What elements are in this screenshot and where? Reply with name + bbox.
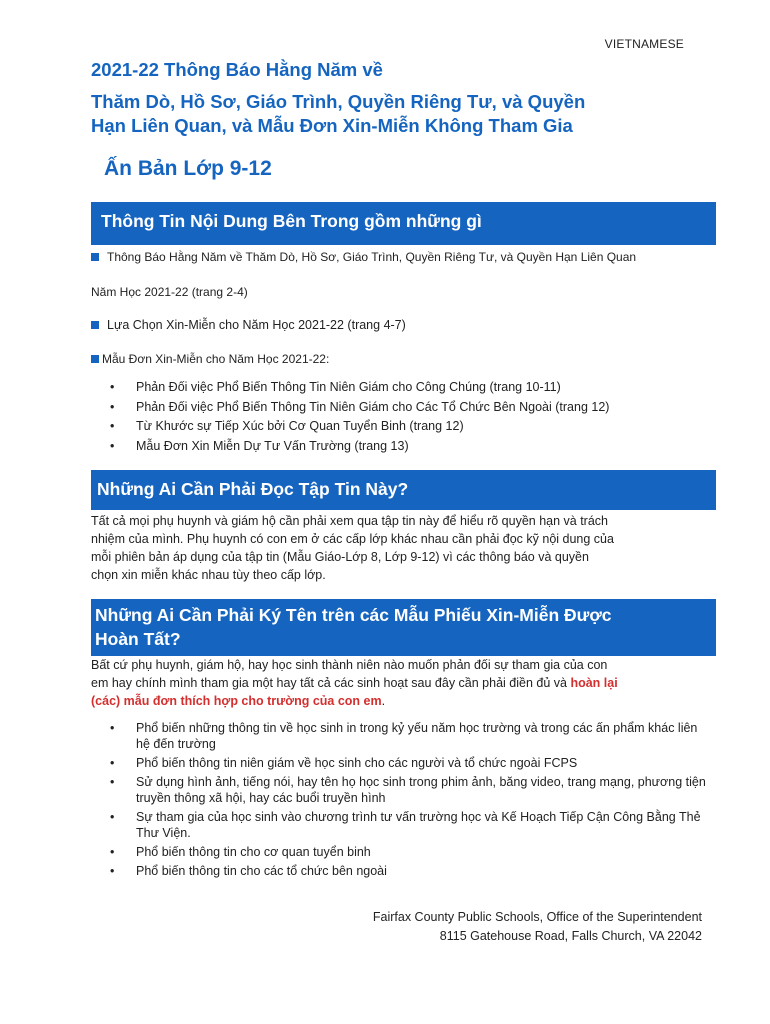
paragraph-text: . — [381, 694, 386, 708]
footer-line-1: Fairfax County Public Schools, Office of the Superintendent — [372, 910, 702, 924]
language-label: VIETNAMESE — [604, 37, 684, 51]
section-heading-who-reads: Những Ai Cần Phải Đọc Tập Tin Này? — [91, 470, 716, 510]
highlight-text: hoàn lại — [570, 676, 618, 690]
list-item: • Phản Đối việc Phổ Biến Thông Tin Niên Giám cho Công Chúng (trang 10-11) — [110, 379, 710, 395]
list-item: • Từ Khước sự Tiếp Xúc bởi Cơ Quan Tuyển Binh (trang 12) — [110, 418, 710, 434]
square-bullet-icon — [91, 355, 99, 363]
list-item: • Phổ biến thông tin niên giám về học sinh cho các người và tổ chức ngoài FCPS — [110, 755, 710, 771]
who-reads-paragraph — [91, 512, 706, 584]
opt-out-activities-list — [110, 720, 710, 882]
contents-item-1 — [91, 250, 716, 264]
list-item: • Sự tham gia của học sinh vào chương trình tư vấn trường học và Kế Hoạch Tiếp Cận Công Bằng Thẻ Thư Viện. — [110, 809, 710, 841]
paragraph-line — [91, 674, 706, 692]
paragraph-line: nhiệm của mình. Phụ huynh có con em ở các cấp lớp khác nhau cần phải đọc kỹ nội dung của — [91, 532, 614, 546]
square-bullet-icon — [91, 321, 99, 329]
list-item: • Phổ biến thông tin cho cơ quan tuyển binh — [110, 844, 710, 860]
heading-line: Những Ai Cần Phải Ký Tên trên các Mẫu Phiếu Xin-Miễn Được — [95, 605, 612, 625]
title-line-3: Hạn Liên Quan, và Mẫu Đơn Xin-Miễn Không Tham Gia — [91, 115, 573, 136]
paragraph-line: Bất cứ phụ huynh, giám hộ, hay học sinh thành niên nào muốn phản đối sự tham gia của con — [91, 658, 608, 672]
paragraph-line: chọn xin miễn khác nhau tùy theo cấp lớp. — [91, 568, 326, 582]
heading-line: Hoàn Tất? — [95, 629, 181, 649]
footer-address — [373, 908, 702, 946]
section-heading-who-signs — [91, 599, 716, 656]
edition-subtitle: Ấn Bản Lớp 9-12 — [104, 157, 272, 180]
paragraph-line: mỗi phiên bản áp dụng của tập tin (Mẫu Giáo-Lớp 8, Lớp 9-12) vì các thông báo và quyền — [91, 550, 589, 564]
square-bullet-icon — [91, 253, 99, 261]
list-item: • Phổ biến thông tin cho các tổ chức bên ngoài — [110, 863, 710, 879]
contents-item-2 — [91, 318, 716, 332]
paragraph-text: em hay chính mình tham gia một hay tất cả các sinh hoạt sau đây cần phải điền đủ và — [91, 676, 571, 690]
contents-item-1-text: Thông Báo Hằng Năm về Thăm Dò, Hồ Sơ, Giáo Trình, Quyền Riêng Tư, và Quyền Hạn Liên Quan — [107, 250, 637, 264]
paragraph-line — [91, 692, 706, 710]
title-line-2: Thăm Dò, Hồ Sơ, Giáo Trình, Quyền Riêng Tư, và Quyền — [91, 91, 586, 112]
document-title — [91, 58, 711, 138]
paragraph-line: Tất cả mọi phụ huynh và giám hộ cần phải xem qua tập tin này để hiểu rõ quyền hạn và trách — [91, 514, 608, 528]
list-item: • Sử dụng hình ảnh, tiếng nói, hay tên họ học sinh trong phim ảnh, băng video, trang mạng, phương tiện truyền thông xã hội, hay các buổi truyền hình — [110, 774, 710, 806]
highlight-text: (các) mẫu đơn thích hợp cho trường của con em — [91, 694, 382, 708]
who-signs-paragraph — [91, 656, 706, 710]
contents-item-2-text: Lựa Chọn Xin-Miễn cho Năm Học 2021-22 (trang 4-7) — [107, 318, 406, 332]
list-item: • Phổ biến những thông tin về học sinh in trong kỷ yếu năm học trường và trong các ấn phẩm khác liên hệ đến trường — [110, 720, 710, 752]
list-item: • Phản Đối việc Phổ Biến Thông Tin Niên Giám cho Các Tổ Chức Bên Ngoài (trang 12) — [110, 399, 710, 415]
forms-list — [110, 379, 710, 457]
contents-item-3 — [91, 352, 716, 366]
list-item: • Mẫu Đơn Xin Miễn Dự Tư Vấn Trường (trang 13) — [110, 438, 710, 454]
title-line-1: 2021-22 Thông Báo Hằng Năm về — [91, 59, 383, 80]
footer-line-2: 8115 Gatehouse Road, Falls Church, VA 22042 — [439, 929, 702, 943]
contents-item-3-text: Mẫu Đơn Xin-Miễn cho Năm Học 2021-22: — [102, 352, 330, 366]
contents-item-1-continued: Năm Học 2021-22 (trang 2-4) — [91, 285, 248, 299]
section-heading-contents: Thông Tin Nội Dung Bên Trong gồm những gì — [91, 202, 716, 245]
